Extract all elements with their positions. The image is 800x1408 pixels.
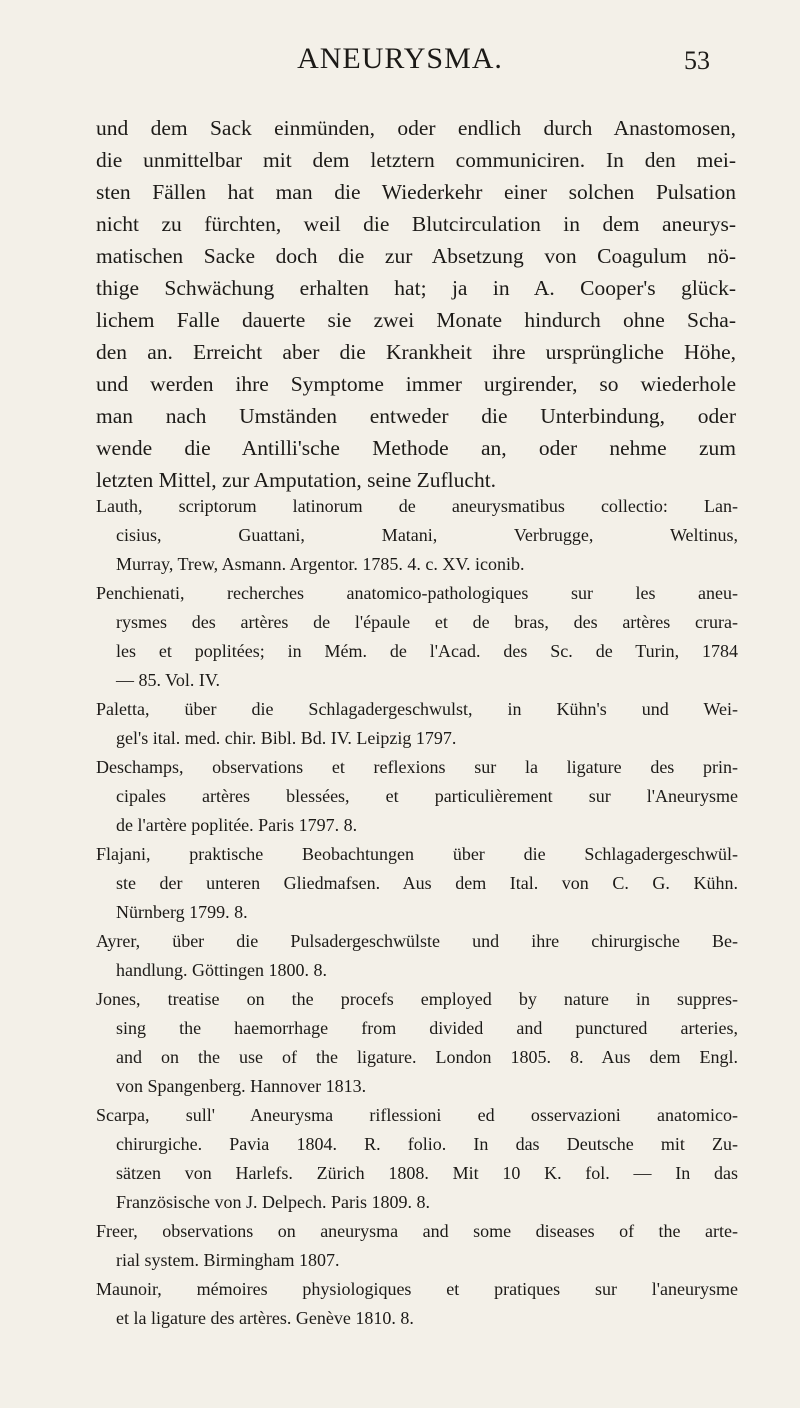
bibliography-entry xyxy=(96,1217,738,1275)
bibliography-line: — 85. Vol. IV. xyxy=(116,670,221,690)
bibliography-line: Maunoir, mémoires physiologiques et pratiques sur l'aneurysme xyxy=(96,1279,738,1299)
running-header xyxy=(0,42,800,82)
paragraph-line: den an. Erreicht aber die Krankheit ihre ursprüngliche Höhe, xyxy=(96,340,736,364)
bibliography-line: Paletta, über die Schlagadergeschwulst, in Kühn's und Wei- xyxy=(96,699,738,719)
paragraph-line: sten Fällen hat man die Wiederkehr einer solchen Pulsation xyxy=(96,180,736,204)
paragraph-line: und dem Sack einmünden, oder endlich durch Anastomosen, xyxy=(96,116,736,140)
bibliography-line: cipales artères blessées, et particulièrement sur l'Aneurysme xyxy=(116,786,738,806)
main-paragraph xyxy=(96,112,736,496)
bibliography-line: Murray, Trew, Asmann. Argentor. 1785. 4. c. XV. iconib. xyxy=(116,554,525,574)
bibliography-line: ste der unteren Gliedmafsen. Aus dem Ital. von C. G. Kühn. xyxy=(116,873,738,893)
bibliography-entry xyxy=(96,695,738,753)
bibliography-line: handlung. Göttingen 1800. 8. xyxy=(116,960,327,980)
bibliography-line: Penchienati, recherches anatomico-pathologiques sur les aneu- xyxy=(96,583,738,603)
paragraph-line: letzten Mittel, zur Amputation, seine Zuflucht. xyxy=(96,468,497,492)
paragraph-line: und werden ihre Symptome immer urgirender, so wiederhole xyxy=(96,372,736,396)
bibliography-entry xyxy=(96,579,738,695)
bibliography-line: Ayrer, über die Pulsadergeschwülste und ihre chirurgische Be- xyxy=(96,931,738,951)
bibliography-entry xyxy=(96,840,738,927)
bibliography-line: and on the use of the ligature. London 1805. 8. Aus dem Engl. xyxy=(116,1047,738,1067)
bibliography-line: Deschamps, observations et reflexions sur la ligature des prin- xyxy=(96,757,738,777)
bibliography-line: von Spangenberg. Hannover 1813. xyxy=(116,1076,367,1096)
bibliography-line: les et poplitées; in Mém. de l'Acad. des Sc. de Turin, 1784 xyxy=(116,641,738,661)
bibliography-entry xyxy=(96,492,738,579)
bibliography-line: Freer, observations on aneurysma and some diseases of the arte- xyxy=(96,1221,738,1241)
bibliography-line: Nürnberg 1799. 8. xyxy=(116,902,248,922)
bibliography-line: Französische von J. Delpech. Paris 1809. 8. xyxy=(116,1192,430,1212)
bibliography-line: de l'artère poplitée. Paris 1797. 8. xyxy=(116,815,358,835)
bibliography-entry xyxy=(96,985,738,1101)
bibliography xyxy=(96,492,738,1333)
paragraph-line: die unmittelbar mit dem letztern communiciren. In den mei- xyxy=(96,148,736,172)
paragraph-line: lichem Falle dauerte sie zwei Monate hindurch ohne Scha- xyxy=(96,308,736,332)
bibliography-line: Jones, treatise on the procefs employed by nature in suppres- xyxy=(96,989,738,1009)
paragraph-line: thige Schwächung erhalten hat; ja in A. Cooper's glück- xyxy=(96,276,736,300)
paragraph-line: wende die Antilli'sche Methode an, oder nehme zum xyxy=(96,436,736,460)
paragraph-line: man nach Umständen entweder die Unterbindung, oder xyxy=(96,404,736,428)
bibliography-line: sing the haemorrhage from divided and punctured arteries, xyxy=(116,1018,738,1038)
bibliography-line: cisius, Guattani, Matani, Verbrugge, Weltinus, xyxy=(116,525,738,545)
bibliography-entry xyxy=(96,753,738,840)
paragraph-line: matischen Sacke doch die zur Absetzung von Coagulum nö- xyxy=(96,244,736,268)
paragraph-line: nicht zu fürchten, weil die Blutcirculation in dem aneurys- xyxy=(96,212,736,236)
bibliography-entry xyxy=(96,1275,738,1333)
bibliography-entry xyxy=(96,927,738,985)
running-title: ANEURYSMA. xyxy=(297,42,503,75)
bibliography-line: Flajani, praktische Beobachtungen über die Schlagadergeschwül- xyxy=(96,844,738,864)
bibliography-line: Lauth, scriptorum latinorum de aneurysmatibus collectio: Lan- xyxy=(96,496,738,516)
bibliography-entry xyxy=(96,1101,738,1217)
bibliography-line: gel's ital. med. chir. Bibl. Bd. IV. Leipzig 1797. xyxy=(116,728,457,748)
bibliography-line: rial system. Birmingham 1807. xyxy=(116,1250,340,1270)
page-number: 53 xyxy=(684,46,710,75)
bibliography-line: sätzen von Harlefs. Zürich 1808. Mit 10 K. fol. — In das xyxy=(116,1163,738,1183)
bibliography-line: et la ligature des artères. Genève 1810. 8. xyxy=(116,1308,414,1328)
bibliography-line: rysmes des artères de l'épaule et de bras, des artères crura- xyxy=(116,612,738,632)
bibliography-line: chirurgiche. Pavia 1804. R. folio. In das Deutsche mit Zu- xyxy=(116,1134,738,1154)
bibliography-line: Scarpa, sull' Aneurysma riflessioni ed osservazioni anatomico- xyxy=(96,1105,738,1125)
